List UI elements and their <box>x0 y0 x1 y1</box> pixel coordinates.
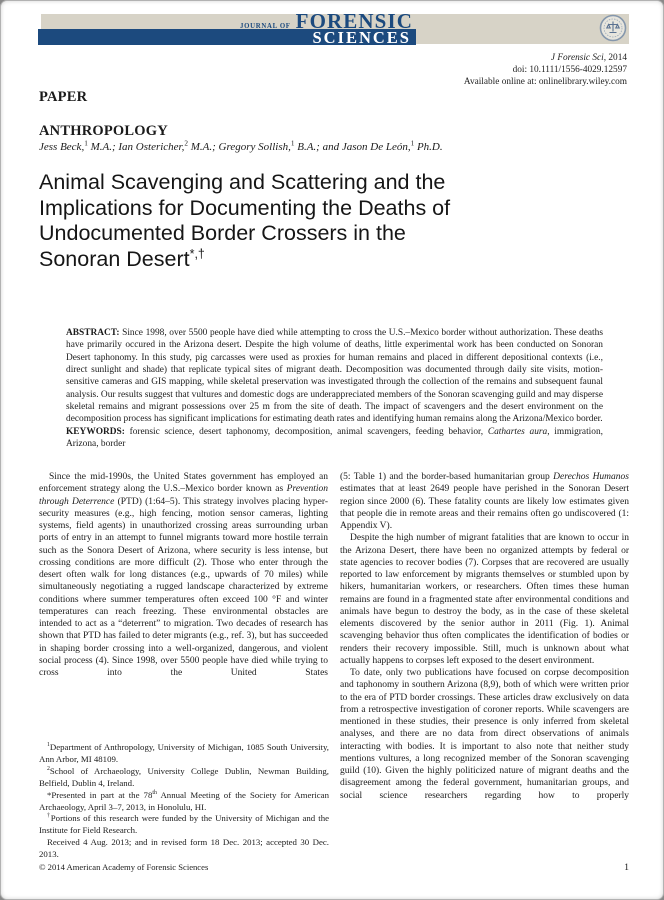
right-column <box>340 471 629 863</box>
paragraph: *Presented in part at the 78th Annual Meeting of the Society for American Archaeology, April 3–7, 2013, in Honolulu, HI. <box>39 789 329 812</box>
doi-text: doi: 10.1111/1556-4029.12597 <box>512 65 627 75</box>
section-label: ANTHROPOLOGY <box>39 123 168 139</box>
paragraph: Despite the high number of migrant fatalities that are known to occur in the Arizona Desert, there have been no organized attempts by federal or state agencies to recover bodies (7). Corpses that are recovered are usually reported to law enforcement by migrants themselves or stumbled upon by hikers, humanitarian workers, or researchers. Often times these human remains are found in a fragmented state after environmental conditions and animals have begun to destroy the body, as in the case of these skeletal elements discovered by the senior author in 2011 (Fig. 1). Animal scavenging behavior thus often complicates the identification of bodies or renders their recovery impossible. Still, much is unknown about what actually happens to corpses left exposed to the desert environment. <box>340 533 629 666</box>
page-footer <box>39 862 629 873</box>
copyright-text: © 2014 American Academy of Forensic Sciences <box>39 862 209 872</box>
paragraph: Since the mid-1990s, the United States government has employed an enforcement strategy along the U.S.–Mexico border known as Prevention through Deterrence (PTD) (1:64–5). This strategy involves placing hyper-security measures (e.g., high fencing, motion sensor cameras, lighting systems, field agents) in unauthorized crossing areas surrounding urban ports of entry in an attempt to funnel migrants toward more hostile terrain such as the Sonora Desert of Arizona, where security is less intense, but crossing conditions are more difficult (2). Those who enter through the desert often walk for long distances (e.g., upwards of 70 miles) while simultaneously negotiating a rugged landscape characterized by extreme conditions where summer temperatures often exceed 100 °F and winter temperatures can reach freezing. These environmental obstacles are intended to act as a “deterrent” to migration. Two decades of research has shown that PTD has failed to deter migrants (e.g., ref. 3), but has succeeded in shaping border crossing into a well-organized, dangerous, and violent social process (4). Since 1998, over 5500 people have died while trying to cross into the United States <box>39 472 328 678</box>
authors-byline: Jess Beck,$^1$ M.A.; Ian Ostericher,$^2$ M.A.; Gregory Sollish,$^1$ B.A.; and Jason De León,$^1$ Ph.D. <box>39 139 443 153</box>
aafs-seal-icon <box>599 14 627 42</box>
footnotes-block <box>39 742 329 861</box>
paragraph: (5: Table 1) and the border-based humanitarian group Derechos Humanos estimates that at least 2649 people have perished in the Sonoran Desert region since 2000 (6). These fatality counts are likely low estimates given that people die in remote areas and their remains often go undiscovered (1: Appendix V). <box>340 472 629 531</box>
journal-banner <box>41 11 629 45</box>
article-title: Animal Scavenging and Scattering and the Implications for Documenting the Deaths of Undocumented Border Crossers in the Sonoran Desert*,† <box>39 170 451 272</box>
availability-text: Available online at: onlinelibrary.wiley.com <box>463 77 627 87</box>
journal-name-line1: FORENSIC <box>295 9 413 33</box>
citation-block <box>464 52 627 88</box>
paragraph: $^1$Department of Anthropology, University of Michigan, 1085 South University, Ann Arbor, MI 48109. <box>39 742 329 764</box>
page-number: 1 <box>624 862 629 873</box>
journal-citation: J Forensic Sci, 2014 <box>550 53 627 63</box>
keywords-paragraph: KEYWORDS: forensic science, desert taphonomy, decomposition, animal scavengers, feeding behavior, Cathartes aura, immigration, Arizona, border <box>66 427 603 450</box>
journal-name-line2: SCIENCES <box>312 28 411 47</box>
paragraph: $^2$School of Archaeology, University College Dublin, Newman Building, Belfield, Dublin 4, Ireland. <box>39 765 329 788</box>
abstract-paragraph: ABSTRACT: Since 1998, over 5500 people have died while attempting to cross the U.S.–Mexico border without authorization. These deaths have primarily occured in the Arizona desert. Despite the high volume of deaths, little experimental work has been conducted on Sonoran Desert taphonomy. In this study, pig carcasses were used as proxies for human remains and placed in different depositional contexts (i.e., direct sunlight and shade) that replicate typical sites of migrant death. Decomposition was documented through daily site visits, motion-sensitive cameras and GIS mapping, while skeletal preservation was investigated through the collection of the remains and subsequent faunal analysis. Our results suggest that vultures and domestic dogs are underappreciated members of the Sonoran scavenging guild and may disperse skeletal remains and migrant possessions over 25 m from the site of death. The impact of scavengers and the desert environment on the decomposition process has significant implications for estimating death rates and identifying human remains along the Arizona/Mexico border. <box>66 328 603 425</box>
paragraph: To date, only two publications have focused on corpse decomposition and taphonomy in southern Arizona (8,9), both of which were written prior to the era of PTD border crossings. These articles draw exclusively on data from a retrospective investigation of coroner reports. While scavengers are mentioned in these studies, their presence is only inferred from skeletal analyses, and there are no data from direct observations of animals interacting with bodies. It is important to also note that neither study mentions vultures, a long recognized member of the Sonoran scavenging guild (10). Given the highly politicized nature of migrant deaths and the disagreement among the federal government, humanitarian groups, and social science researchers regarding how to properly <box>340 668 629 801</box>
paper-label: PAPER <box>39 89 88 105</box>
journal-of-label: JOURNAL OF <box>240 23 291 30</box>
paragraph: †Portions of this research were funded by the University of Michigan and the Institute for Field Research. <box>39 813 329 836</box>
paragraph: Received 4 Aug. 2013; and in revised form 18 Dec. 2013; accepted 30 Dec. 2013. <box>39 837 329 860</box>
